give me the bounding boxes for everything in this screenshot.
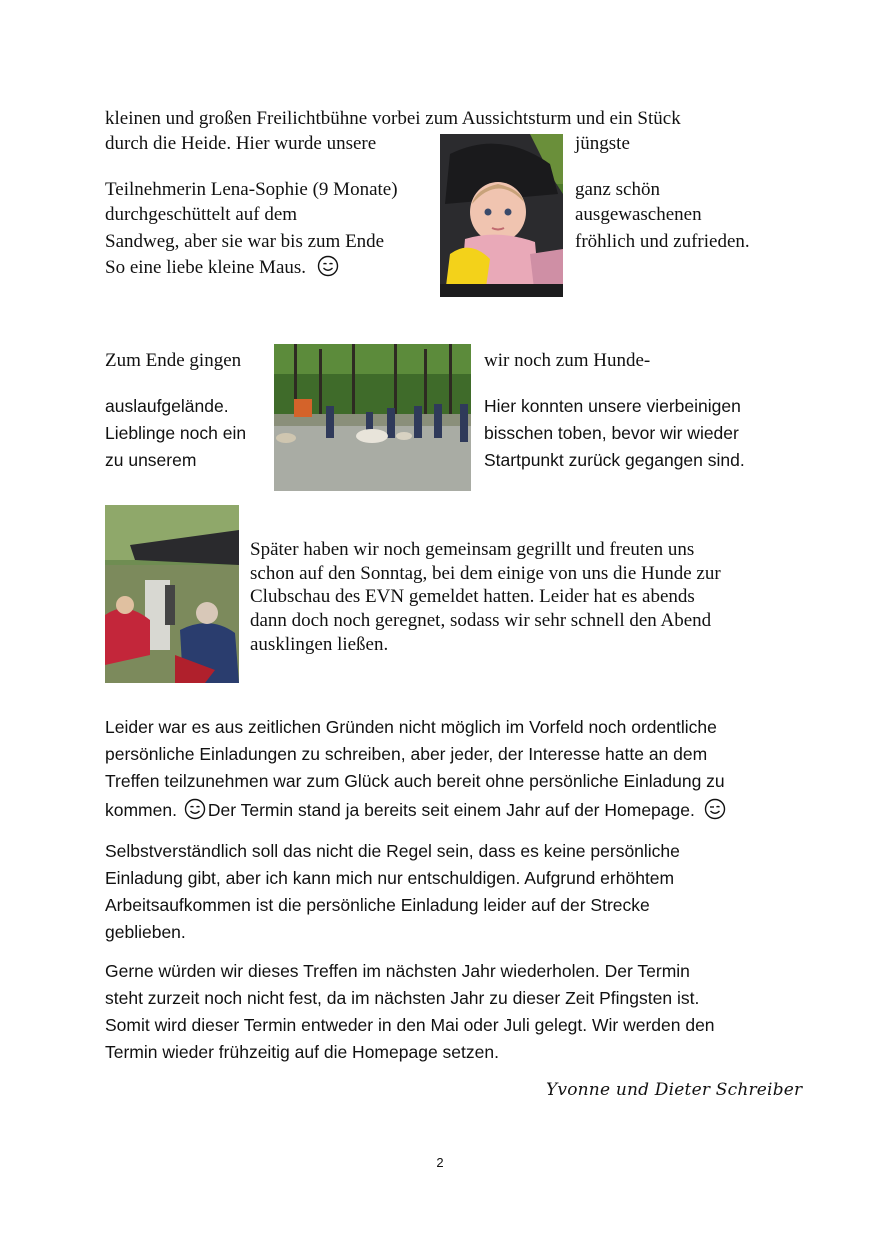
text-line: Lieblinge noch ein <box>105 423 247 443</box>
text-line: dann doch noch geregnet, sodass wir sehr schnell den Abend <box>250 610 712 631</box>
text-line: Leider war es aus zeitlichen Gründen nicht möglich im Vorfeld noch ordentliche <box>105 717 717 737</box>
page-number: 2 <box>436 1155 444 1170</box>
text-line: Gerne würden wir dieses Treffen im nächsten Jahr wiederholen. Der Termin <box>105 961 690 981</box>
text-line: Startpunkt zurück gegangen sind. <box>484 450 745 470</box>
text-line: persönliche Einladungen zu schreiben, aber jeder, der Interesse hatte an dem <box>105 744 708 764</box>
paragraph <box>105 958 785 1066</box>
text-line: Zum Ende gingen <box>105 350 242 371</box>
paragraph <box>105 714 785 828</box>
text-line: steht zurzeit noch nicht fest, da im nächsten Jahr zu dieser Zeit Pfingsten ist. <box>105 988 700 1008</box>
paragraph <box>105 838 785 946</box>
text-line: Treffen teilzunehmen war zum Glück auch bereit ohne persönliche Einladung zu <box>105 771 725 791</box>
smiling-face-icon <box>317 255 339 284</box>
signature: Yvonne und Dieter Schreiber <box>546 1080 803 1100</box>
text-line: jüngste <box>575 133 630 154</box>
text-line: durch die Heide. Hier wurde unsere <box>105 133 377 154</box>
text-line: durchgeschüttelt auf dem <box>105 204 298 225</box>
text-fragment: kommen. <box>105 800 177 820</box>
baby-photo <box>440 134 563 297</box>
text-line: kleinen und großen Freilichtbühne vorbei zum Aussichtsturm und ein Stück <box>105 108 681 129</box>
text-line: wir noch zum Hunde- <box>484 350 651 371</box>
text-line: Einladung gibt, aber ich kann mich nur entschuldigen. Aufgrund erhöhtem <box>105 868 675 888</box>
text-line <box>105 797 785 828</box>
text-line: Teilnehmerin Lena-Sophie (9 Monate) <box>105 179 398 200</box>
text-line: Sandweg, aber sie war bis zum Ende <box>105 231 385 252</box>
text-line: ganz schön <box>575 179 660 200</box>
text-line: ausklingen ließen. <box>250 634 389 655</box>
text-line: schon auf den Sonntag, bei dem einige von uns die Hunde zur <box>250 563 721 584</box>
text-line: geblieben. <box>105 922 186 942</box>
text-fragment: Der Termin stand ja bereits seit einem Jahr auf der Homepage. <box>207 800 695 820</box>
text-line: zu unserem <box>105 450 197 470</box>
text-line: Somit wird dieser Termin entweder in den Mai oder Juli gelegt. Wir werden den <box>105 1015 715 1035</box>
text-line: Hier konnten unsere vierbeinigen <box>484 396 741 416</box>
text-line: Später haben wir noch gemeinsam gegrillt und freuten uns <box>250 539 695 560</box>
text-line: Clubschau des EVN gemeldet hatten. Leider hat es abends <box>250 586 695 607</box>
text-line: bisschen toben, bevor wir wieder <box>484 423 739 443</box>
text-line: Arbeitsaufkommen ist die persönliche Einladung leider auf der Strecke <box>105 895 650 915</box>
text-line: auslaufgelände. <box>105 396 229 416</box>
dog-park-photo <box>274 344 471 491</box>
text-line: Selbstverständlich soll das nicht die Regel sein, dass es keine persönliche <box>105 841 680 861</box>
barbecue-photo <box>105 505 239 683</box>
text-line <box>105 255 339 284</box>
text-line: Termin wieder frühzeitig auf die Homepage setzen. <box>105 1042 499 1062</box>
winking-face-icon <box>704 798 726 828</box>
smiling-face-icon <box>184 798 206 828</box>
text-line: fröhlich und zufrieden. <box>575 231 750 252</box>
text-fragment: So eine liebe kleine Maus. <box>105 257 307 278</box>
text-line: ausgewaschenen <box>575 204 702 225</box>
